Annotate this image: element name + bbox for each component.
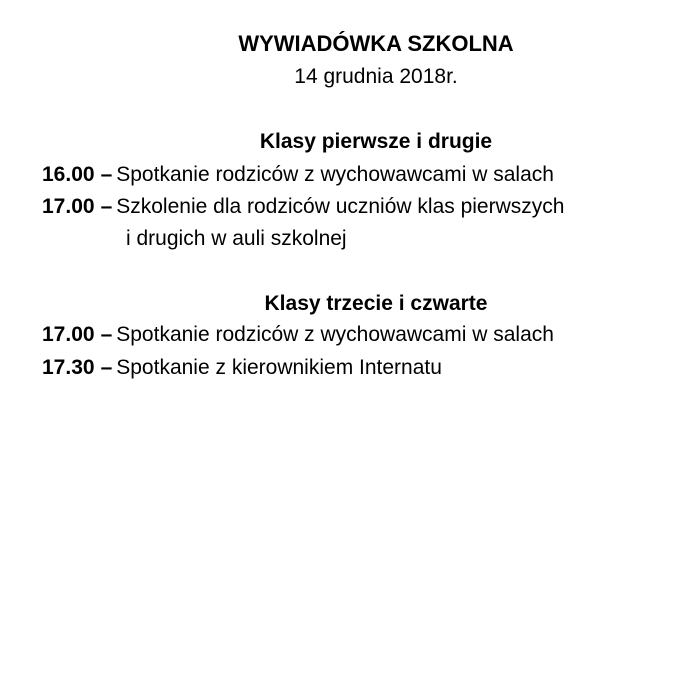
document-title: WYWIADÓWKA SZKOLNA xyxy=(238,31,514,56)
schedule-time: 17.00 xyxy=(42,323,95,346)
schedule-time: 17.00 xyxy=(42,195,95,218)
schedule-description: Spotkanie rodziców z wychowawcami w salach xyxy=(116,163,554,186)
schedule-description: Spotkanie z kierownikiem Internatu xyxy=(116,356,442,379)
schedule-dash: – xyxy=(100,163,113,186)
schedule-item xyxy=(42,160,554,190)
section-heading-third-fourth: Klasy trzecie i czwarte xyxy=(264,292,488,315)
schedule-time: 17.30 xyxy=(42,356,95,379)
schedule-item xyxy=(42,192,564,222)
schedule-dash: – xyxy=(100,356,113,379)
document-date: 14 grudnia 2018r. xyxy=(294,65,458,88)
schedule-description-continuation: i drugich w auli szkolnej xyxy=(126,227,347,250)
schedule-description: Spotkanie rodziców z wychowawcami w salach xyxy=(116,323,554,346)
schedule-time: 16.00 xyxy=(42,163,95,186)
schedule-description: Szkolenie dla rodziców uczniów klas pierwszych xyxy=(116,195,565,218)
schedule-dash: – xyxy=(100,195,113,218)
schedule-item xyxy=(42,353,442,383)
schedule-item xyxy=(42,320,554,350)
section-heading-first-second: Klasy pierwsze i drugie xyxy=(259,130,493,153)
schedule-dash: – xyxy=(100,323,113,346)
